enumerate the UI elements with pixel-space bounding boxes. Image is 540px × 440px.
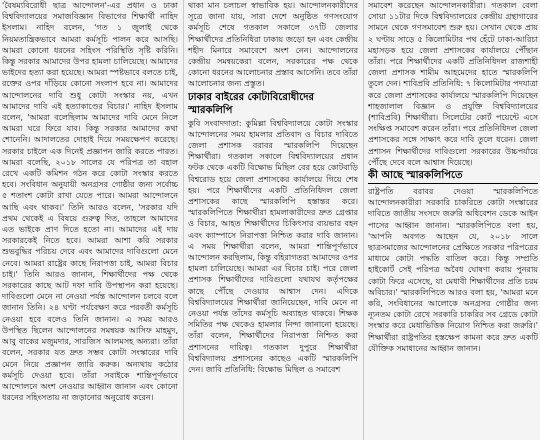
section-headline: কী আছে স্মারকলিপিতে	[368, 170, 463, 182]
headline-underline	[368, 183, 538, 184]
article-paragraph: 'বৈষম্যবিরোধী ছাত্র আন্দোলন'-এর প্রধান ও ঢাকা বিশ্ববিদ্যালয়ের সমাজবিজ্ঞান বিভাগের শিক্ষার্থী নাহিদ ইসলাম। নাহিদ বলেন, 'গত ১ জুলাই থেকে নিয়মতান্ত্রিকভাবে আমরা কর্মসূচি পালন করে আসছি। আমরা কোনো ধরনের সহিংস পরিস্থিতি সৃষ্টি করিনি। কিন্তু সরকার আমাদের উপর হামলা চালিয়েছে। আমাদের ভাইদের হত্যা করা হয়েছে। আমরা স্পষ্টভাবে বলতে চাই, রক্তের ওপর দাঁড়িয়ে কোনো সংলাপ হবে না। আমাদের আন্দোলনের দাবি শুধু কোটা সংস্কার নয়, এখন আমাদের দাবি এই হত্যাকাণ্ডের বিচার।' নাহিদ ইসলাম বলেন, 'আমরা বলেছিলাম আমাদের দাবি মেনে নিলে আমরা ঘরে ফিরে যাব। কিন্তু সরকার আমাদের কথা শোনেনি। আদালতের দোহাই দিয়ে সময়ক্ষেপণ করেছে। সরকার চাইলে এক দিনেই প্রজ্ঞাপন জারি করতে পারত। আমরা বলেছি, ২০১৮ সালের যে পরিপত্র তা বহাল রেখে একটি কমিশন গঠন করে কোটা সংস্কার করতে হবে। সংবিধান অনুযায়ী অনগ্রসর গোষ্ঠীর জন্য সর্বোচ্চ ৫ শতাংশ কোটা রাখা যেতে পারে। আমরা আন্দোলনে আছি এবং থাকব।' তিনি আরও বলেন, 'সরকার যদি প্রথম থেকেই এ বিষয়ে গুরুত্ব দিত, তাহলে আমাদের এত ভাইকে প্রাণ দিতে হতো না। আমাদের এই দায় সরকারকেই নিতে হবে। আমরা আশা করি সরকার শুভবুদ্ধির পরিচয় দেবে এবং আমাদের দাবিগুলো মেনে নেবে। আমরা রাষ্ট্রের কাছে নিরাপত্তা চাই, আমরা বিচার চাই।' তিনি আরও জানান, শিক্ষার্থীদের পক্ষ থেকে সরকারের কাছে আট দফা দাবি উপস্থাপন করা হয়েছে। দাবিগুলো মেনে না নেওয়া পর্যন্ত আন্দোলন চলবে বলে জানান তিনি। ২৪ ঘণ্টা পর্যবেক্ষণ করে পরবর্তী কর্মসূচি নেওয়া হবে বলেও তিনি জানান। এ সময় আরও উপস্থিত ছিলেন আন্দোলনের সমন্বয়ক আসিফ মাহমুদ, আবু বাকের মজুমদার, সারজিস আলমসহ অন্যরা। তাঁরা বলেন, সরকার যত দ্রুত সম্ভব কোটা সংস্কারের দাবি মেনে নিয়ে প্রজ্ঞাপন জারি করুক। অন্যথায় কঠোর কর্মসূচি দেওয়া হবে। তাঁরা সবাইকে শান্তিপূর্ণভাবে আন্দোলনে অংশ নেওয়ার আহ্বান জানান এবং কোনো ধরনের সহিংসতায় না জড়ানোর অনুরোধ করেন।	[2, 1, 178, 403]
column-divider	[183, 0, 184, 440]
article-paragraph: রাষ্ট্রপতি বরাবর দেওয়া স্মারকলিপিতে আন্দোলনকারীরা সরকারি চাকরিতে কোটা সংস্কারের দাবিতে জাতীয় সংসদে জরুরি অধিবেশন ডেকে আইন পাসের আহ্বান জানান। স্মারকলিপিতে বলা হয়, 'আপনি অবগত আছেন যে, ২০১৮ সালে ছাত্রসমাজের আন্দোলনের প্রেক্ষিতে সরকার পরিপত্রের মাধ্যমে কোটা পদ্ধতি বাতিল করে। কিন্তু সম্প্রতি হাইকোর্ট সেই পরিপত্র অবৈধ ঘোষণা করায় পুনরায় কোটা ফিরে এসেছে, যা মেধাবী শিক্ষার্থীদের প্রতি চরম অবিচার।' স্মারকলিপিতে আরও বলা হয়, 'আমরা মনে করি, সংবিধানের আলোকে অনগ্রসর গোষ্ঠীর জন্য ন্যূনতম কোটা রেখে সরকারি চাকরির সব গ্রেডে কোটা সংস্কার করে মেধাভিত্তিক নিয়োগ নিশ্চিত করা জরুরি।' শিক্ষার্থীরা রাষ্ট্রপতির হস্তক্ষেপ কামনা করে দ্রুত একটি যৌক্তিক সমাধানের আহ্বান জানান।	[368, 187, 538, 353]
column-2	[188, 0, 358, 440]
column-1	[2, 0, 178, 440]
section-headline: ঢাকার বাইরের কোটাবিরোধীদের স্মারকলিপি	[188, 91, 314, 116]
column-divider	[363, 0, 364, 440]
article-paragraph: থাকা মান চলাচল স্বাভাবিক হয়। আন্দোলনকারীদের সূত্রে জানা যায়, সারা দেশে অনুষ্ঠিত গণসংযোগ কর্মসূচি শেষে গতকাল সকালে ৩৭টি জেলার শিক্ষার্থীদের প্রতিনিধিরা ঢাকায় জড়ো হন এবং কেন্দ্রীয় শহীদ মিনারে সমাবেশে অংশ নেন। আন্দোলনের কেন্দ্রীয় সমন্বয়কেরা বলেন, সরকারের পক্ষ থেকে কোনো ধরনের আলোচনার প্রস্তাব আসেনি। তবে তাঁরা আলোচনার জন্য প্রস্তুত।	[188, 1, 358, 89]
article-paragraph: কুবি সংবাদদাতা: কুমিল্লা বিশ্ববিদ্যালয়ে কোটা সংস্কার আন্দোলনের সময় হামলার প্রতিবাদ ও বিচার দাবিতে জেলা প্রশাসক বরাবর স্মারকলিপি দিয়েছেন শিক্ষার্থীরা। গতকাল সকালে বিশ্ববিদ্যালয়ের প্রধান ফটক থেকে একটি বিক্ষোভ মিছিল বের হয়ে কোটবাড়ি বিশ্বরোড হয়ে জেলা প্রশাসকের কার্যালয়ে গিয়ে শেষ হয়। পরে শিক্ষার্থীদের একটি প্রতিনিধিদল জেলা প্রশাসকের কাছে স্মারকলিপি হস্তান্তর করে। স্মারকলিপিতে শিক্ষার্থীরা হামলাকারীদের দ্রুত গ্রেপ্তার ও বিচার, আহত শিক্ষার্থীদের চিকিৎসার ব্যয়ভার বহন এবং ক্যাম্পাসে নিরাপত্তা নিশ্চিত করার দাবি জানান। এ সময় শিক্ষার্থীরা বলেন, আমরা শান্তিপূর্ণভাবে আন্দোলন করছিলাম, কিন্তু বহিরাগতরা আমাদের ওপর হামলা চালিয়েছে। আমরা এর বিচার চাই। পরে জেলা প্রশাসক শিক্ষার্থীদের দাবিগুলো যথাযথ কর্তৃপক্ষের কাছে পৌঁছে দেওয়ার আশ্বাস দেন। এদিকে বিশ্ববিদ্যালয়ের শিক্ষার্থীরা জানিয়েছেন, দাবি মেনে না নেওয়া পর্যন্ত তাঁদের কর্মসূচি অব্যাহত থাকবে। শিক্ষক সমিতির পক্ষ থেকেও হামলার নিন্দা জানানো হয়েছে। তাঁরা বলেন, শিক্ষার্থীদের নিরাপত্তা নিশ্চিত করা প্রশাসনের দায়িত্ব। গতকাল দুপুরে শিক্ষার্থীরা বিশ্ববিদ্যালয় প্রশাসনের কাছেও একটি স্মারকলিপি দেন। জাবি প্রতিনিধি: বিক্ষোভ মিছিল ও সমাবেশ	[188, 118, 358, 375]
article-paragraph: সমাবেশ করেছেন আন্দোলনকারীরা। গতকাল বেলা সোয়া ১১টার দিকে বিশ্ববিদ্যালয়ের কেন্দ্রীয় গ্রন্থাগারের সামনে থেকে গণসমাবেশ শুরু হয়। সেখান থেকে প্রায় ২ ঘণ্টায় সাড়ে ৫ কিলোমিটার পথ হেঁটে ঢাকা-আরিচা মহাসড়ক হয়ে জেলা প্রশাসকের কার্যালয়ে পৌঁছান তাঁরা। পরে শিক্ষার্থীদের একটি প্রতিনিধিদল রাজশাহী জেলা প্রশাসক শামীম আহমেদের হাতে স্মারকলিপি তুলে দেন। শাবিপ্রবি প্রতিনিধি: ৭ কিলোমিটার পদযাত্রা করে জেলা প্রশাসকের কার্যালয়ে স্মারকলিপি দিয়েছেন শাহজালাল বিজ্ঞান ও প্রযুক্তি বিশ্ববিদ্যালয়ের (শাবিপ্রবি) শিক্ষার্থীরা। সিলেটের কোর্ট পয়েন্টে এসে সংক্ষিপ্ত সমাবেশ করেন তাঁরা। পরে প্রতিনিধিদল জেলা প্রশাসকের সঙ্গে সাক্ষাৎ করে দাবি তুলে ধরেন। জেলা প্রশাসন শিক্ষার্থীদের দাবিগুলো সরকারের উচ্চপর্যায়ে পৌঁছে দেবে বলে আশ্বাস দিয়েছে।	[368, 1, 538, 167]
column-3	[368, 0, 538, 440]
